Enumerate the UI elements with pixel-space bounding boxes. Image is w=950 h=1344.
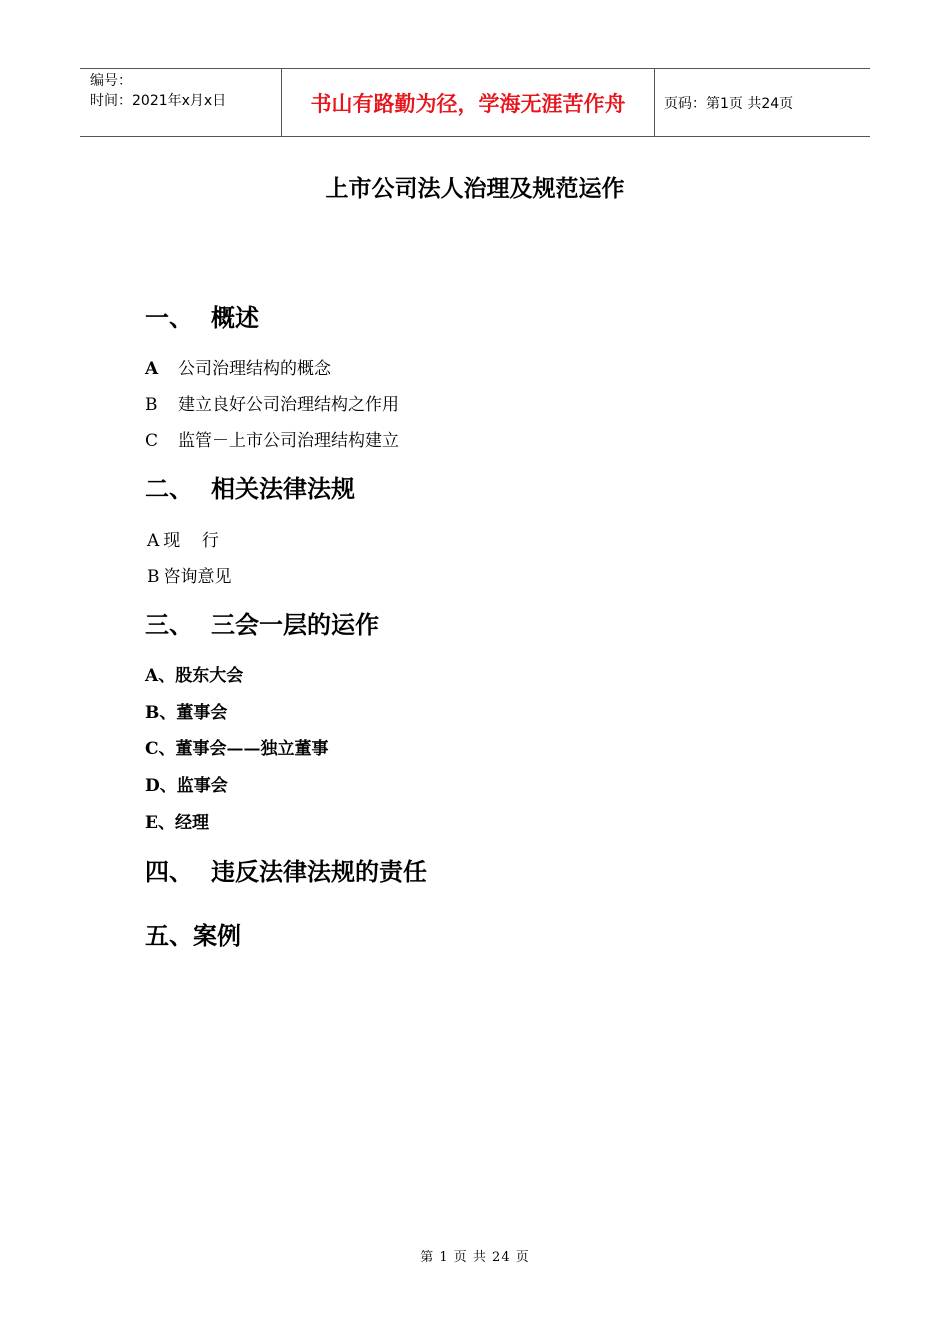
item-text: 建立良好公司治理结构之作用: [178, 395, 399, 415]
item-label: D、: [145, 776, 177, 796]
list-item: [145, 526, 219, 551]
page-header: [80, 68, 870, 137]
section-number: 四、: [145, 857, 193, 886]
list-item: [145, 354, 331, 379]
section-title: 违反法律法规的责任: [211, 857, 427, 886]
item-text: 监管－上市公司治理结构建立: [178, 431, 399, 451]
section-heading: [145, 298, 259, 333]
section-heading: [145, 852, 427, 887]
section-heading: [145, 916, 241, 951]
header-page-label: 页码：第1页 共24页: [664, 95, 794, 112]
number-label: 编号：: [90, 73, 132, 89]
header-info: [80, 69, 281, 136]
list-item: [145, 661, 243, 686]
item-label: B: [147, 567, 160, 587]
section-title: 三会一层的运作: [211, 610, 379, 639]
item-label: A: [145, 359, 159, 379]
list-item: [145, 808, 209, 833]
document-title: 上市公司法人治理及规范运作: [325, 175, 625, 202]
item-label: A、: [145, 666, 176, 686]
item-text: 咨询意见: [163, 567, 232, 587]
time-label: 时间：2021年x月x日: [90, 93, 227, 109]
item-text: 监事会: [176, 776, 228, 796]
list-item: [145, 698, 227, 723]
section-heading: [145, 605, 379, 640]
item-label: C: [145, 431, 159, 451]
list-item: [145, 771, 228, 796]
item-text: 现 行: [163, 531, 219, 551]
list-item: [145, 390, 399, 415]
item-label: B、: [145, 703, 177, 723]
item-label: C、: [145, 739, 176, 759]
item-text: 董事会: [176, 703, 228, 723]
section-number: 二、: [145, 474, 193, 503]
item-label: A: [147, 531, 160, 551]
section-number: 一、: [145, 303, 193, 332]
section-title: 相关法律法规: [211, 474, 355, 503]
header-motto: 书山有路勤为径，学海无涯苦作舟: [281, 69, 655, 136]
item-text: 公司治理结构的概念: [178, 359, 331, 379]
list-item: [145, 426, 399, 451]
section-number: 三、: [145, 610, 193, 639]
section-title: 案例: [193, 921, 241, 950]
item-label: B: [145, 395, 158, 415]
section-number: 五、: [145, 921, 193, 950]
list-item: [145, 734, 329, 759]
item-text: 股东大会: [175, 666, 244, 686]
item-label: E、: [145, 813, 175, 833]
item-text: 董事会——独立董事: [175, 739, 329, 759]
list-item: [145, 562, 232, 587]
section-heading: [145, 469, 355, 504]
section-title: 概述: [211, 303, 259, 332]
item-text: 经理: [174, 813, 209, 833]
page-footer: 第 1 页 共 24 页: [420, 1250, 530, 1265]
